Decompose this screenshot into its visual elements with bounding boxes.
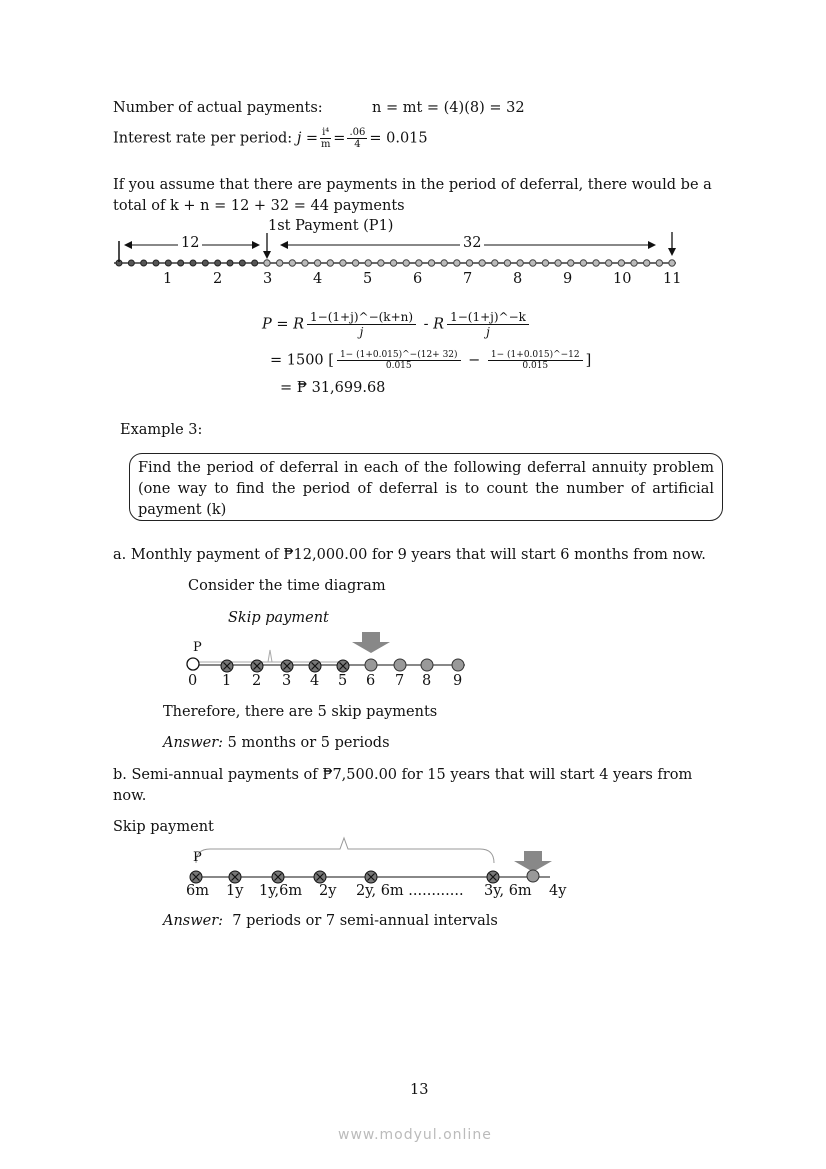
tick-label: 1 <box>222 673 232 689</box>
num: 1− (1+0.015)^−(12+ 32) <box>337 350 461 361</box>
prefix: = 1500 <box>270 352 324 369</box>
rate-line: Interest rate per period: j = $\frac{\text{i⁴}}{m}$ = $\frac{.06}{4}$ = 0.015 <box>113 127 428 150</box>
tick-label: 6 <box>413 271 423 287</box>
den: 0.015 <box>522 361 549 371</box>
frac1 <box>307 310 416 339</box>
payment-circle <box>452 659 464 671</box>
payments-count: 32 <box>460 235 484 251</box>
actual-payments-eq: n = mt = (4)(8) = 32 <box>372 100 525 116</box>
frac4 <box>488 350 583 371</box>
tick-label: 6 <box>366 673 376 689</box>
rate-result: = 0.015 <box>369 130 428 147</box>
instruction-box: Find the period of deferral in each of the following deferral annuity problem (one way to find the period of deferral is to count the number of artificial payment (k) <box>129 453 723 521</box>
tick-label: 3y, 6m <box>484 883 532 899</box>
brace <box>196 838 494 863</box>
arrow-head-right <box>648 241 656 249</box>
part-a-text: a. Monthly payment of ₱12,000.00 for 9 years that will start 6 months from now. <box>113 547 706 563</box>
tick-label: 4 <box>313 271 323 287</box>
tick-label: 5 <box>338 673 348 689</box>
payment-dot <box>454 260 460 266</box>
payment-dot <box>669 260 675 266</box>
tick-label: 8 <box>513 271 523 287</box>
open-circle <box>187 658 199 670</box>
arrow-head-left <box>124 241 132 249</box>
frac-i-m <box>320 127 331 150</box>
tick-label: 0 <box>188 673 198 689</box>
den: 0.015 <box>385 361 412 371</box>
tick-label: 4 <box>310 673 320 689</box>
num: 1− (1+0.015)^−12 <box>488 350 583 361</box>
answer-label: Answer: <box>163 735 224 751</box>
part-b-text-1: b. Semi-annual payments of ₱7,500.00 for 15 years that will start 4 years from <box>113 767 693 783</box>
arrow-head-down <box>263 251 271 259</box>
payment-dot <box>276 260 282 266</box>
payment-dot <box>441 260 447 266</box>
answer-label: Answer: <box>163 913 224 929</box>
payment-dot <box>365 260 371 266</box>
bracket-peak <box>268 650 272 662</box>
deferred-dot <box>190 260 196 266</box>
payment-dot <box>352 260 358 266</box>
payment-dot <box>643 260 649 266</box>
payment-dot <box>517 260 523 266</box>
tick-label: 1 <box>163 271 173 287</box>
consider-text: Consider the time diagram <box>188 578 386 594</box>
payment-dot <box>403 260 409 266</box>
frac-06-4 <box>347 127 367 150</box>
start-arrow-b-stem <box>524 851 542 861</box>
deferral-count: 12 <box>178 235 202 251</box>
part-b-text-2: now. <box>113 788 147 804</box>
frac2 <box>447 310 529 339</box>
tick-label: 7 <box>395 673 405 689</box>
payment-dot <box>568 260 574 266</box>
watermark: www.modyul.online <box>338 1127 492 1143</box>
answer-value: 5 months or 5 periods <box>227 735 390 751</box>
payment-dot <box>492 260 498 266</box>
arrow-head-left <box>280 241 288 249</box>
deferred-dot <box>239 260 245 266</box>
first-payment-label: 1st Payment (P1) <box>268 218 394 234</box>
tick-label: 2y, 6m ............ <box>356 883 464 899</box>
num: 1−(1+j)^−(k+n) <box>307 310 416 325</box>
arrow-head-right <box>252 241 260 249</box>
payment-dot <box>542 260 548 266</box>
payment-dot <box>390 260 396 266</box>
payment-circle <box>421 659 433 671</box>
tick-label: 4y <box>549 883 567 899</box>
tick-label: 2 <box>213 271 223 287</box>
skip-payment-b: Skip payment <box>113 819 214 835</box>
answer-a <box>163 735 390 751</box>
skip-payment-a: Skip payment <box>228 610 329 626</box>
payment-dot <box>416 260 422 266</box>
deferred-dot <box>178 260 184 266</box>
frac3 <box>337 350 461 371</box>
start-arrow-a <box>352 642 390 653</box>
rate-j: j <box>296 130 302 147</box>
minus-r: - R <box>423 316 445 333</box>
p-label-b: P <box>193 850 202 865</box>
tick-label: 10 <box>613 271 632 287</box>
deferred-dot <box>202 260 208 266</box>
tick-label: 2y <box>319 883 337 899</box>
den: 4 <box>354 139 361 150</box>
page-number: 13 <box>410 1082 429 1098</box>
p-label-a: P <box>193 640 202 655</box>
payment-dot <box>340 260 346 266</box>
tick-label: 3 <box>282 673 292 689</box>
payment-circle <box>527 870 539 882</box>
tick-label: 6m <box>186 883 209 899</box>
start-arrow-a-stem <box>362 632 380 643</box>
den: j <box>486 325 490 339</box>
tick-label: 5 <box>363 271 373 287</box>
example-title: Example 3: <box>120 422 203 438</box>
tick-label: 9 <box>453 673 463 689</box>
num: i⁴ <box>322 127 330 138</box>
deferred-dot <box>128 260 134 266</box>
tick-label: 9 <box>563 271 573 287</box>
payment-dot <box>428 260 434 266</box>
num: .06 <box>349 127 366 138</box>
payment-dot <box>378 260 384 266</box>
deferred-dot <box>252 260 258 266</box>
deferred-dot <box>141 260 147 266</box>
deferred-dot <box>153 260 159 266</box>
deferred-dot <box>227 260 233 266</box>
answer-b <box>163 913 498 929</box>
formula-line-2: = 1500 [ $\frac{1- (1+0.015)\^{}-(12+ 32)}{0.015}$ − $\frac{1- (1+0.015)\^{}-12}{0.015}$ ] <box>270 350 592 371</box>
therefore-text: Therefore, there are 5 skip payments <box>163 704 438 720</box>
payment-dot <box>504 260 510 266</box>
p-eq: P = R <box>262 316 305 333</box>
actual-payments-label: Number of actual payments: <box>113 100 323 116</box>
tick-label: 1y,6m <box>259 883 303 899</box>
tick-label: 2 <box>252 673 262 689</box>
tick-label: 11 <box>663 271 682 287</box>
assume-line-2: total of k + n = 12 + 32 = 44 payments <box>113 198 405 214</box>
formula-result: = ₱ 31,699.68 <box>280 380 386 396</box>
payment-dot <box>580 260 586 266</box>
rate-label: Interest rate per period: <box>113 130 293 147</box>
payment-dot <box>631 260 637 266</box>
den: m <box>320 139 331 150</box>
payment-dot <box>327 260 333 266</box>
payment-circle <box>365 659 377 671</box>
arrow-head-down <box>668 248 676 256</box>
payment-dot <box>264 260 270 266</box>
payment-dot <box>618 260 624 266</box>
payment-dot <box>656 260 662 266</box>
formula-line-1 <box>262 310 532 339</box>
num: 1−(1+j)^−k <box>447 310 529 325</box>
answer-value: 7 periods or 7 semi-annual intervals <box>232 913 498 929</box>
tick-label: 8 <box>422 673 432 689</box>
tick-label: 3 <box>263 271 273 287</box>
payment-dot <box>314 260 320 266</box>
payment-dot <box>606 260 612 266</box>
payment-dot <box>479 260 485 266</box>
deferred-dot <box>215 260 221 266</box>
den: j <box>359 325 364 339</box>
payment-circle <box>394 659 406 671</box>
payment-dot <box>555 260 561 266</box>
payment-dot <box>302 260 308 266</box>
assume-line-1: If you assume that there are payments in the period of deferral, there would be a <box>113 177 712 193</box>
payment-dot <box>593 260 599 266</box>
tick-label: 7 <box>463 271 473 287</box>
deferred-dot <box>165 260 171 266</box>
payment-dot <box>289 260 295 266</box>
payment-dot <box>466 260 472 266</box>
payment-dot <box>530 260 536 266</box>
tick-label: 1y <box>226 883 244 899</box>
